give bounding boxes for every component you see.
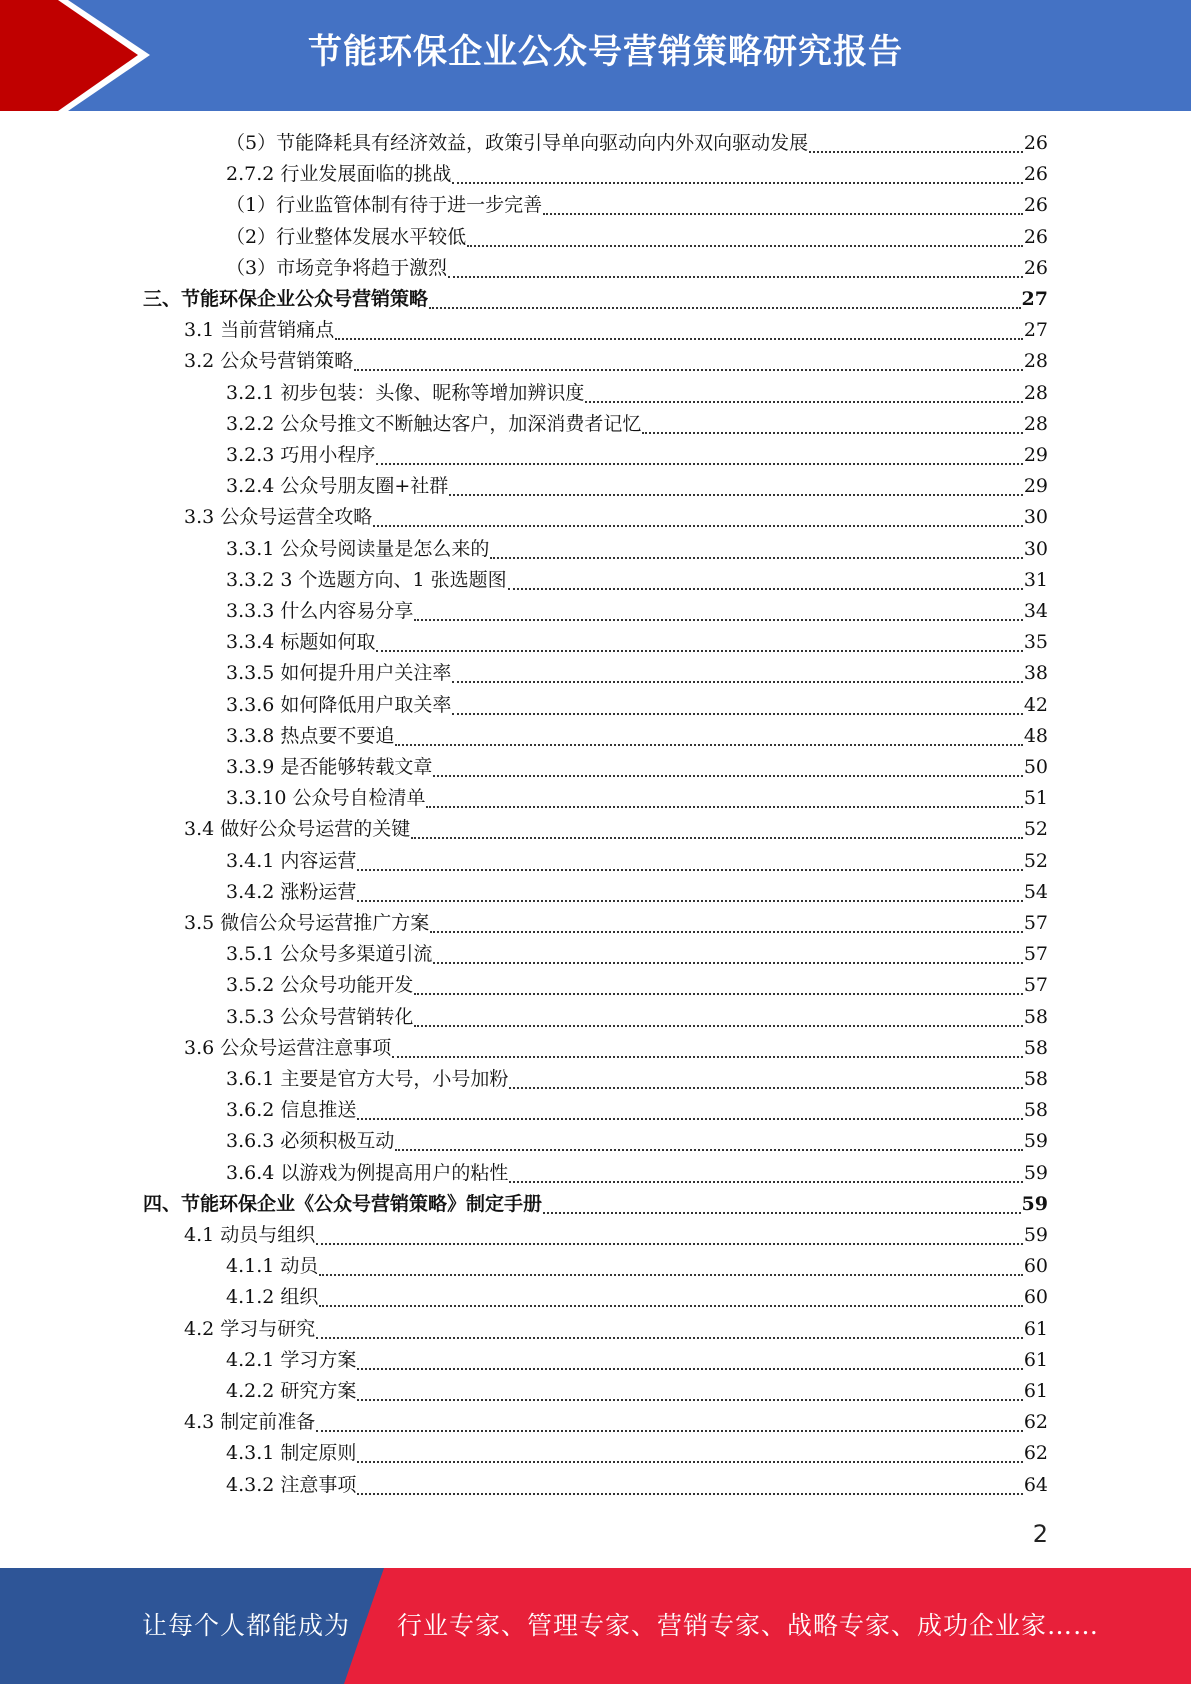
- toc-entry[interactable]: [184, 814, 1048, 845]
- toc-entry-page: 58: [1023, 1037, 1048, 1059]
- toc-entry-label: 3.3 公众号运营全攻略: [184, 506, 373, 528]
- toc-entry-page: 59: [1023, 1162, 1048, 1184]
- dot-leader: [433, 962, 1022, 964]
- toc-entry-page: 54: [1023, 881, 1048, 903]
- toc-entry-page: 26: [1023, 257, 1048, 279]
- toc-entry-label: 3.2.4 公众号朋友圈+社群: [226, 475, 449, 497]
- toc-entry-label: 3.2.1 初步包装：头像、昵称等增加辨识度: [226, 382, 585, 404]
- toc-entry[interactable]: [143, 1189, 1048, 1220]
- toc-entry-page: 57: [1023, 974, 1048, 996]
- dot-leader: [392, 1056, 1023, 1058]
- toc-entry-page: 52: [1023, 818, 1048, 840]
- toc-entry[interactable]: [226, 440, 1048, 471]
- toc-entry-page: 29: [1023, 444, 1048, 466]
- toc-entry-label: 3.3.9 是否能够转载文章: [226, 756, 433, 778]
- toc-entry-label: 3.3.6 如何降低用户取关率: [226, 694, 452, 716]
- dot-leader: [357, 1368, 1022, 1370]
- dot-leader: [809, 151, 1023, 153]
- dot-leader: [354, 369, 1023, 371]
- footer-slogan-right: 行业专家、管理专家、营销专家、战略专家、成功企业家……: [397, 1611, 1100, 1640]
- toc-entry[interactable]: [184, 1314, 1048, 1345]
- dot-leader: [395, 1149, 1022, 1151]
- dot-leader: [357, 1118, 1022, 1120]
- toc-entry-page: 48: [1023, 725, 1048, 747]
- toc-entry-page: 59: [1023, 1224, 1048, 1246]
- toc-entry-label: 4.3 制定前准备: [184, 1411, 316, 1433]
- toc-entry-page: 58: [1023, 1006, 1048, 1028]
- dot-leader: [430, 931, 1023, 933]
- page-footer: [0, 1568, 1191, 1684]
- toc-entry-page: 26: [1023, 226, 1048, 248]
- toc-entry-label: 3.5.3 公众号营销转化: [226, 1006, 414, 1028]
- toc-entry-label: 4.1 动员与组织: [184, 1224, 316, 1246]
- toc-entry[interactable]: [184, 1220, 1048, 1251]
- toc-entry-page: 61: [1023, 1380, 1048, 1402]
- toc-entry-label: 3.4.2 涨粉运营: [226, 881, 357, 903]
- dot-leader: [429, 307, 1021, 309]
- toc-entry-label: 2.7.2 行业发展面临的挑战: [226, 163, 452, 185]
- toc-entry[interactable]: [226, 1376, 1048, 1407]
- toc-entry-label: 3.5.2 公众号功能开发: [226, 974, 414, 996]
- toc-entry-page: 26: [1023, 132, 1048, 154]
- toc-entry-page: 28: [1023, 413, 1048, 435]
- toc-entry-label: 4.2.2 研究方案: [226, 1380, 357, 1402]
- toc-entry-label: 4.1.2 组织: [226, 1286, 319, 1308]
- toc-entry-label: 3.5.1 公众号多渠道引流: [226, 943, 433, 965]
- toc-entry[interactable]: [226, 253, 1048, 284]
- toc-entry[interactable]: [226, 1158, 1048, 1189]
- toc-entry[interactable]: [226, 471, 1048, 502]
- toc-entry[interactable]: [184, 908, 1048, 939]
- toc-entry[interactable]: [226, 1345, 1048, 1376]
- toc-entry-page: 59: [1021, 1193, 1048, 1215]
- toc-entry-page: 27: [1023, 319, 1048, 341]
- dot-leader: [319, 1305, 1022, 1307]
- toc-entry-label: 4.2.1 学习方案: [226, 1349, 357, 1371]
- toc-entry-label: 3.3.10 公众号自检清单: [226, 787, 426, 809]
- toc-entry-label: 三、节能环保企业公众号营销策略: [143, 288, 429, 310]
- dot-leader: [357, 1399, 1022, 1401]
- toc-entry-page: 58: [1023, 1099, 1048, 1121]
- toc-entry-page: 30: [1023, 538, 1048, 560]
- toc-entry-label: 3.3.3 什么内容易分享: [226, 600, 414, 622]
- toc-entry-label: 3.6.3 必须积极互动: [226, 1130, 395, 1152]
- dot-leader: [316, 1243, 1023, 1245]
- toc-entry[interactable]: [226, 409, 1048, 440]
- toc-entry[interactable]: [226, 970, 1048, 1001]
- dot-leader: [508, 588, 1023, 590]
- toc-entry-label: （1）行业监管体制有待于进一步完善: [226, 194, 543, 216]
- toc-entry[interactable]: [226, 159, 1048, 190]
- toc-entry-label: （3）市场竞争将趋于激烈: [226, 257, 448, 279]
- toc-entry[interactable]: [226, 658, 1048, 689]
- toc-entry-page: 38: [1023, 662, 1048, 684]
- dot-leader: [376, 463, 1022, 465]
- toc-entry[interactable]: [226, 222, 1048, 253]
- dot-leader: [357, 1493, 1022, 1495]
- dot-leader: [357, 1461, 1022, 1463]
- dot-leader: [426, 806, 1022, 808]
- toc-entry-page: 26: [1023, 163, 1048, 185]
- toc-entry[interactable]: [226, 1095, 1048, 1126]
- toc-entry[interactable]: [226, 627, 1048, 658]
- toc-entry-label: 3.2.3 巧用小程序: [226, 444, 376, 466]
- toc-entry-page: 28: [1023, 350, 1048, 372]
- dot-leader: [509, 1087, 1022, 1089]
- toc-entry[interactable]: [184, 315, 1048, 346]
- toc-entry-label: 4.3.2 注意事项: [226, 1474, 357, 1496]
- toc-entry[interactable]: [226, 378, 1048, 409]
- toc-entry[interactable]: [184, 1033, 1048, 1064]
- report-title: 节能环保企业公众号营销策略研究报告: [308, 32, 903, 72]
- red-chevron-decoration: [0, 0, 150, 111]
- toc-entry[interactable]: [226, 534, 1048, 565]
- dot-leader: [414, 619, 1022, 621]
- toc-entry-page: 50: [1023, 756, 1048, 778]
- toc-entry-page: 31: [1023, 569, 1048, 591]
- footer-slogan-left: 让每个人都能成为: [142, 1611, 351, 1640]
- toc-entry-page: 26: [1023, 194, 1048, 216]
- dot-leader: [449, 494, 1023, 496]
- toc-entry-label: 3.2.2 公众号推文不断触达客户，加深消费者记忆: [226, 413, 642, 435]
- toc-entry[interactable]: [226, 190, 1048, 221]
- dot-leader: [411, 837, 1023, 839]
- toc-entry-label: 3.6 公众号运营注意事项: [184, 1037, 392, 1059]
- dot-leader: [357, 900, 1022, 902]
- toc-entry-page: 58: [1023, 1068, 1048, 1090]
- toc-entry[interactable]: [226, 690, 1048, 721]
- dot-leader: [316, 1337, 1023, 1339]
- toc-entry-label: 4.1.1 动员: [226, 1255, 319, 1277]
- dot-leader: [585, 401, 1022, 403]
- toc-entry-page: 57: [1023, 943, 1048, 965]
- toc-entry-page: 61: [1023, 1349, 1048, 1371]
- toc-entry[interactable]: [226, 783, 1048, 814]
- toc-entry-page: 59: [1023, 1130, 1048, 1152]
- toc-entry-page: 61: [1023, 1318, 1048, 1340]
- dot-leader: [357, 869, 1022, 871]
- toc-entry-page: 42: [1023, 694, 1048, 716]
- toc-entry-page: 60: [1023, 1255, 1048, 1277]
- toc-entry[interactable]: [143, 284, 1048, 315]
- dot-leader: [433, 775, 1022, 777]
- toc-entry-label: 3.3.8 热点要不要追: [226, 725, 395, 747]
- toc-entry-page: 29: [1023, 475, 1048, 497]
- toc-entry-page: 27: [1021, 288, 1048, 310]
- toc-entry[interactable]: [226, 1002, 1048, 1033]
- toc-entry[interactable]: [226, 1282, 1048, 1313]
- dot-leader: [395, 744, 1022, 746]
- toc-entry[interactable]: [226, 1064, 1048, 1095]
- dot-leader: [467, 245, 1023, 247]
- toc-entry[interactable]: [226, 846, 1048, 877]
- dot-leader: [414, 1025, 1022, 1027]
- dot-leader: [448, 276, 1023, 278]
- toc-entry-label: 3.6.2 信息推送: [226, 1099, 357, 1121]
- toc-entry-label: 3.5 微信公众号运营推广方案: [184, 912, 430, 934]
- toc-entry-label: 3.4.1 内容运营: [226, 850, 357, 872]
- toc-entry-label: 4.3.1 制定原则: [226, 1442, 357, 1464]
- toc-entry-label: 四、节能环保企业《公众号营销策略》制定手册: [143, 1193, 543, 1215]
- toc-entry-label: 3.3.1 公众号阅读量是怎么来的: [226, 538, 490, 560]
- page-header: [0, 0, 1191, 111]
- toc-entry[interactable]: [184, 1407, 1048, 1438]
- toc-entry-label: 3.1 当前营销痛点: [184, 319, 335, 341]
- toc-entry[interactable]: [226, 752, 1048, 783]
- toc-entry-label: 3.3.2 3 个选题方向、1 张选题图: [226, 569, 507, 591]
- toc-entry[interactable]: [226, 1126, 1048, 1157]
- dot-leader: [509, 1181, 1022, 1183]
- page-number: 2: [1032, 1520, 1048, 1548]
- toc-entry[interactable]: [226, 939, 1048, 970]
- toc-entry[interactable]: [184, 502, 1048, 533]
- toc-entry[interactable]: [226, 128, 1048, 159]
- toc-entry-page: 51: [1023, 787, 1048, 809]
- toc-entry-page: 62: [1023, 1442, 1048, 1464]
- toc-entry[interactable]: [226, 1251, 1048, 1282]
- toc-entry-label: 4.2 学习与研究: [184, 1318, 316, 1340]
- toc-entry[interactable]: [226, 1438, 1048, 1469]
- dot-leader: [373, 525, 1023, 527]
- toc-entry-label: 3.6.1 主要是官方大号，小号加粉: [226, 1068, 509, 1090]
- dot-leader: [316, 1430, 1023, 1432]
- toc-entry[interactable]: [226, 721, 1048, 752]
- toc-entry[interactable]: [226, 1470, 1048, 1501]
- dot-leader: [335, 338, 1023, 340]
- dot-leader: [543, 213, 1023, 215]
- toc-entry-page: 62: [1023, 1411, 1048, 1433]
- dot-leader: [543, 1212, 1021, 1214]
- toc-entry[interactable]: [184, 346, 1048, 377]
- dot-leader: [642, 432, 1022, 434]
- toc-entry[interactable]: [226, 565, 1048, 596]
- dot-leader: [452, 713, 1022, 715]
- dot-leader: [490, 557, 1022, 559]
- dot-leader: [452, 681, 1022, 683]
- toc-entry-page: 57: [1023, 912, 1048, 934]
- dot-leader: [319, 1274, 1022, 1276]
- toc-entry-page: 30: [1023, 506, 1048, 528]
- toc-entry-label: （2）行业整体发展水平较低: [226, 226, 467, 248]
- toc-entry-label: 3.2 公众号营销策略: [184, 350, 354, 372]
- dot-leader: [414, 993, 1022, 995]
- toc-entry-page: 64: [1023, 1474, 1048, 1496]
- dot-leader: [376, 650, 1022, 652]
- toc-entry-label: 3.3.5 如何提升用户关注率: [226, 662, 452, 684]
- toc-entry-label: 3.3.4 标题如何取: [226, 631, 376, 653]
- toc-entry-page: 34: [1023, 600, 1048, 622]
- toc-entry[interactable]: [226, 596, 1048, 627]
- toc-entry[interactable]: [226, 877, 1048, 908]
- toc-entry-page: 28: [1023, 382, 1048, 404]
- toc-entry-label: 3.4 做好公众号运营的关键: [184, 818, 411, 840]
- toc-entry-page: 35: [1023, 631, 1048, 653]
- toc-entry-label: （5）节能降耗具有经济效益，政策引导单向驱动向内外双向驱动发展: [226, 132, 809, 154]
- dot-leader: [452, 182, 1022, 184]
- toc-entry-label: 3.6.4 以游戏为例提高用户的粘性: [226, 1162, 509, 1184]
- toc-entry-page: 60: [1023, 1286, 1048, 1308]
- toc-entry-page: 52: [1023, 850, 1048, 872]
